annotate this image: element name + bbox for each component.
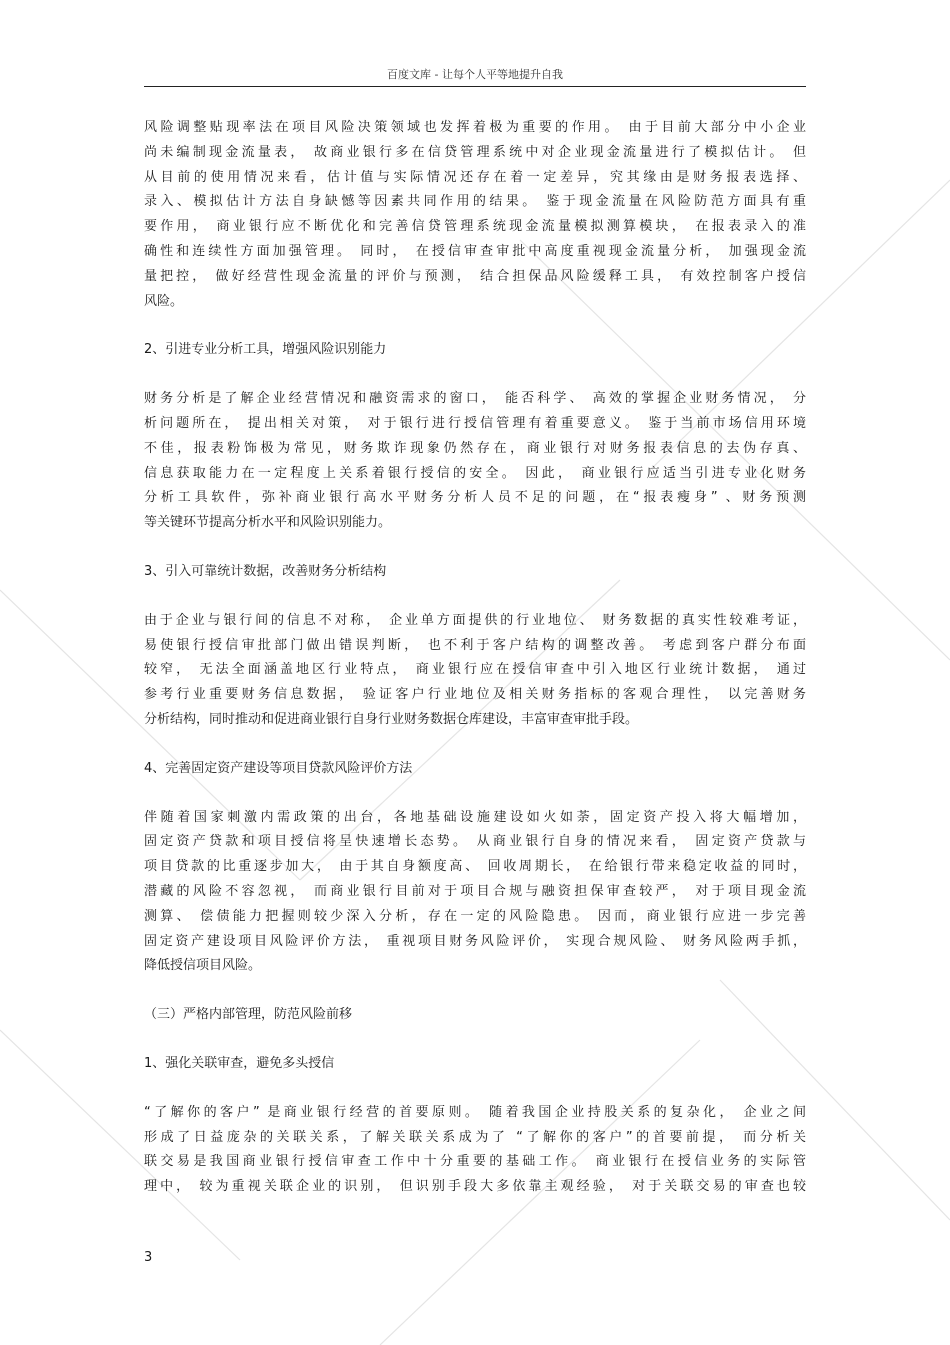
section-heading: 4、完善固定资产建设等项目贷款风险评价方法 [144,760,413,776]
paragraph-line: 要作用， 商业银行应不断优化和完善信贷管理系统现金流量模拟测算模块， 在报表录入的准 [144,219,806,235]
paragraph-line: 易使银行授信审批部门做出错误判断， 也不利于客户结构的调整改善。 考虑到客户群分布面 [144,637,806,653]
paragraph-line: 伴随着国家刺激内需政策的出台，各地基础设施建设如火如荼，固定资产投入将大幅增加， [144,809,806,825]
section-gap [144,585,806,609]
paragraph-line: 从目前的使用情况来看，估计值与实际情况还存在着一定差异，究其缘由是财务报表选择、 [144,169,806,185]
paragraph-line: 尚未编制现金流量表， 故商业银行多在信贷管理系统中对企业现金流量进行了模拟估计。 但 [144,144,806,160]
section-heading: 3、引入可靠统计数据，改善财务分析结构 [144,563,387,579]
paragraph-line: 信息获取能力在一定程度上关系着银行授信的安全。 因此， 商业银行应适当引进专业化财务 [144,465,806,481]
section-heading: 1、强化关联审查，避免多头授信 [144,1055,335,1071]
paragraph-line: 确性和连续性方面加强管理。 同时， 在授信审查审批中高度重视现金流量分析， 加强现金流 [144,243,806,259]
section-heading: （三）严格内部管理，防范风险前移 [144,1007,353,1023]
section-gap [144,1077,806,1101]
page-header: 百度文库 - 让每个人平等地提升自我 [387,68,563,81]
section-gap [144,782,806,806]
document-body [144,116,806,1200]
section-gap [144,314,806,338]
paragraph-line: 降低授信项目风险。 [144,958,262,974]
paragraph-line: 较窄， 无法全面涵盖地区行业特点， 商业银行应在授信审查中引入地区行业统计数据， 通过 [144,662,806,678]
paragraph-line: 固定资产贷款和项目授信将呈快速增长态势。 从商业银行自身的情况来看， 固定资产贷款与 [144,834,806,850]
paragraph-line: 测算、 偿债能力把握则较少深入分析，存在一定的风险隐患。 因而，商业银行应进一步完善 [144,908,806,924]
section-gap [144,733,806,757]
paragraph-line: 理中， 较为重视关联企业的识别， 但识别手段大多依靠主观经验， 对于关联交易的审查也较 [144,1179,806,1195]
header-divider [144,86,806,87]
paragraph-line: 分析工具软件，弥补商业银行高水平财务分析人员不足的问题，在“报表瘦身” 、财务预测 [144,490,806,506]
paragraph-line: 析问题所在， 提出相关对策， 对于银行进行授信管理有着重要意义。 鉴于当前市场信用环境 [144,415,806,431]
paragraph-line: 等关键环节提高分析水平和风险识别能力。 [144,515,392,531]
paragraph-line: 固定资产建设项目风险评价方法， 重视项目财务风险评价， 实现合规风险、 财务风险两手抓， [144,933,806,949]
paragraph [144,387,806,536]
section-heading: 2、引进专业分析工具，增强风险识别能力 [144,342,387,358]
paragraph-line: 量把控， 做好经营性现金流量的评价与预测， 结合担保品风险缓释工具， 有效控制客户授信 [144,268,806,284]
paragraph-line: 形成了日益庞杂的关联关系，了解关联关系成为了 “了解你的客户”的首要前提， 而分析关 [144,1129,806,1145]
page-number: 3 [144,1250,153,1265]
paragraph-line: 由于企业与银行间的信息不对称， 企业单方面提供的行业地位、 财务数据的真实性较难考证， [144,612,806,628]
paragraph-line: 潜藏的风险不容忽视， 而商业银行目前对于项目合规与融资担保审查较严， 对于项目现金流 [144,883,806,899]
section-gap [144,363,806,387]
paragraph-line: 风险。 [144,293,184,309]
paragraph-line: 分析结构，同时推动和促进商业银行自身行业财务数据仓库建设，丰富审查审批手段。 [144,711,639,727]
paragraph-line: 风险调整贴现率法在项目风险决策领域也发挥着极为重要的作用。 由于目前大部分中小企业 [144,120,806,135]
paragraph [144,609,806,733]
paragraph [144,806,806,980]
paragraph-line: “了解你的客户” 是商业银行经营的首要原则。 随着我国企业持股关系的复杂化， 企业之间 [144,1104,806,1120]
section-gap [144,536,806,560]
paragraph-line: 财务分析是了解企业经营情况和融资需求的窗口， 能否科学、 高效的掌握企业财务情况， 分 [144,391,806,407]
paragraph-line: 录入、模拟估计方法自身缺憾等因素共同作用的结果。 鉴于现金流量在风险防范方面具有重 [144,194,806,210]
paragraph-line: 参考行业重要财务信息数据， 验证客户行业地位及相关财务指标的客观合理性， 以完善财务 [144,687,806,703]
section-gap [144,1028,806,1052]
section-gap [144,979,806,1003]
paragraph [144,1101,806,1200]
paragraph-line: 项目贷款的比重逐步加大， 由于其自身额度高、 回收周期长， 在给银行带来稳定收益的同时， [144,859,806,875]
paragraph-line: 联交易是我国商业银行授信审查工作中十分重要的基础工作。 商业银行在授信业务的实际管 [144,1154,806,1170]
paragraph-line: 不佳，报表粉饰极为常见，财务欺诈现象仍然存在，商业银行对财务报表信息的去伪存真、 [144,440,806,456]
paragraph [144,116,806,314]
